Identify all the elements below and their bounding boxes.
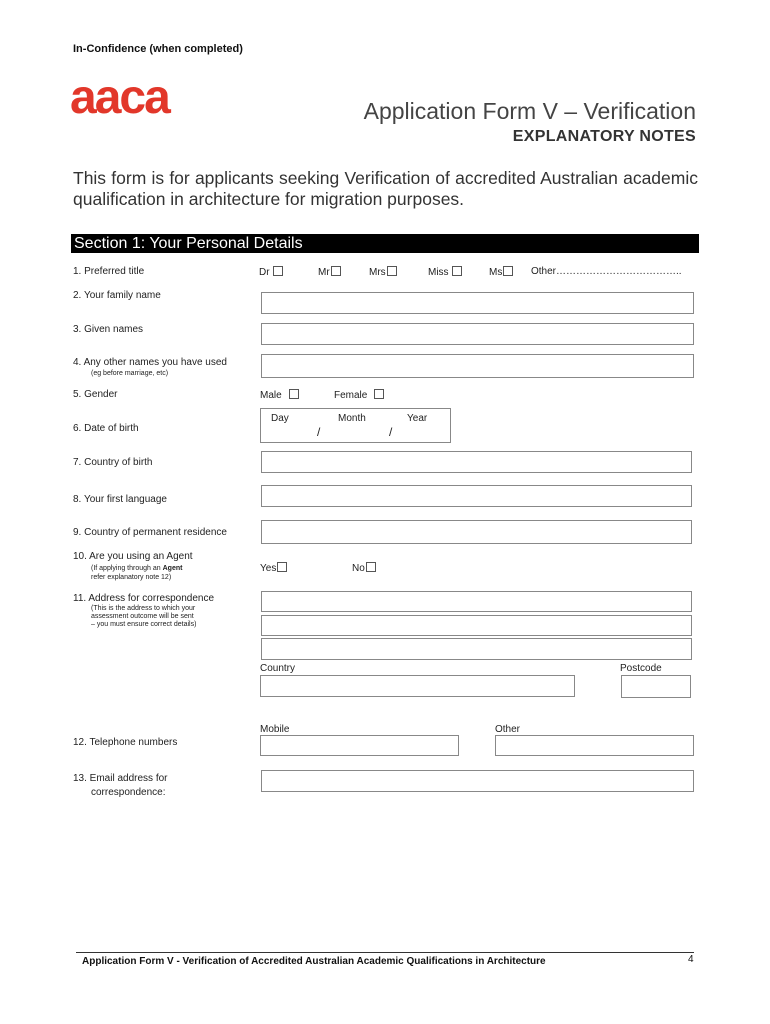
- section-title: Section 1: Your Personal Details: [74, 235, 303, 252]
- gender-male-checkbox[interactable]: [289, 389, 299, 399]
- agent-note-line2: refer explanatory note 12): [91, 574, 172, 581]
- family-name-input[interactable]: [261, 292, 694, 314]
- address-note-2: assessment outcome will be sent: [91, 613, 194, 620]
- title-mr-checkbox[interactable]: [331, 266, 341, 276]
- address-line-3-input[interactable]: [261, 638, 692, 660]
- first-language-label: 8. Your first language: [73, 494, 167, 505]
- title-mrs-label: Mrs: [369, 267, 386, 278]
- other-phone-label: Other: [495, 724, 521, 735]
- dob-year-label: Year: [407, 413, 428, 424]
- gender-female-checkbox[interactable]: [374, 389, 384, 399]
- title-option-mrs: [369, 266, 397, 278]
- confidentiality-note: In-Confidence (when completed): [73, 43, 243, 55]
- mobile-label: Mobile: [260, 724, 290, 735]
- country-of-birth-label: 7. Country of birth: [73, 457, 153, 468]
- form-subtitle: EXPLANATORY NOTES: [512, 128, 696, 145]
- page-number: 4: [688, 954, 694, 965]
- given-names-label: 3. Given names: [73, 324, 144, 335]
- title-option-dr: [259, 266, 283, 278]
- agent-no-checkbox[interactable]: [366, 562, 376, 572]
- dob-label: 6. Date of birth: [73, 423, 139, 434]
- title-mrs-checkbox[interactable]: [387, 266, 397, 276]
- title-other-field[interactable]: Other………………………………..: [531, 266, 682, 277]
- other-names-label: 4. Any other names you have used: [73, 357, 227, 368]
- agent-note-bold: Agent: [162, 565, 183, 572]
- country-input[interactable]: [260, 675, 575, 697]
- permanent-residence-input[interactable]: [261, 520, 692, 544]
- country-label: Country: [260, 663, 296, 674]
- first-language-input[interactable]: [261, 485, 692, 507]
- address-line-1-input[interactable]: [261, 591, 692, 612]
- agent-option-no: [352, 562, 376, 574]
- given-names-input[interactable]: [261, 323, 694, 345]
- permanent-residence-label: 9. Country of permanent residence: [73, 527, 227, 538]
- email-label-line2: correspondence:: [91, 787, 166, 798]
- address-line-2-input[interactable]: [261, 615, 692, 636]
- other-phone-input[interactable]: [495, 735, 694, 756]
- other-names-note: (eg before marriage, etc): [91, 370, 169, 377]
- agent-note-prefix: (If applying through an: [91, 565, 163, 572]
- agent-yes-label: Yes: [260, 563, 277, 574]
- title-ms-checkbox[interactable]: [503, 266, 513, 276]
- footer-divider: [76, 952, 694, 953]
- email-input[interactable]: [261, 770, 694, 792]
- gender-female-label: Female: [334, 390, 368, 401]
- dob-day-label: Day: [271, 413, 289, 424]
- title-ms-label: Ms: [489, 267, 503, 278]
- address-note-1: (This is the address to which your: [91, 605, 196, 612]
- section-header: [71, 234, 699, 253]
- title-option-mr: [318, 266, 341, 278]
- footer-text: Application Form V - Verification of Accredited Australian Academic Qualifications in Architecture: [82, 956, 546, 967]
- gender-label: 5. Gender: [73, 389, 118, 400]
- preferred-title-label: 1. Preferred title: [73, 266, 145, 277]
- postcode-label: Postcode: [620, 663, 662, 674]
- postcode-input[interactable]: [621, 675, 691, 698]
- country-of-birth-input[interactable]: [261, 451, 692, 473]
- title-miss-label: Miss: [428, 267, 449, 278]
- title-option-ms: [489, 266, 513, 278]
- agent-option-yes: [260, 562, 287, 574]
- agent-yes-checkbox[interactable]: [277, 562, 287, 572]
- address-label: 11. Address for correspondence: [73, 593, 215, 604]
- mobile-input[interactable]: [260, 735, 459, 756]
- title-dr-label: Dr: [259, 267, 270, 278]
- email-label-line1: 13. Email address for: [73, 773, 168, 784]
- intro-paragraph: This form is for applicants seeking Verification of accredited Australian academic qualification in architecture for migration purposes.: [73, 168, 698, 209]
- other-names-input[interactable]: [261, 354, 694, 378]
- dob-separator-2: /: [389, 425, 393, 439]
- agent-note-line1: [91, 565, 182, 574]
- family-name-label: 2. Your family name: [73, 290, 161, 301]
- title-option-miss: [428, 266, 462, 278]
- telephone-label: 12. Telephone numbers: [73, 737, 178, 748]
- dob-separator-1: /: [317, 425, 321, 439]
- dob-month-label: Month: [338, 413, 366, 424]
- form-title: Application Form V – Verification: [363, 98, 696, 124]
- title-dr-checkbox[interactable]: [273, 266, 283, 276]
- title-miss-checkbox[interactable]: [452, 266, 462, 276]
- gender-male-label: Male: [260, 390, 282, 401]
- gender-option-male: [260, 389, 299, 401]
- gender-option-female: [334, 389, 384, 401]
- agent-no-label: No: [352, 563, 365, 574]
- address-note-3: – you must ensure correct details): [91, 621, 197, 628]
- agent-label: 10. Are you using an Agent: [73, 551, 193, 562]
- aaca-logo: aaca: [70, 71, 169, 124]
- title-mr-label: Mr: [318, 267, 330, 278]
